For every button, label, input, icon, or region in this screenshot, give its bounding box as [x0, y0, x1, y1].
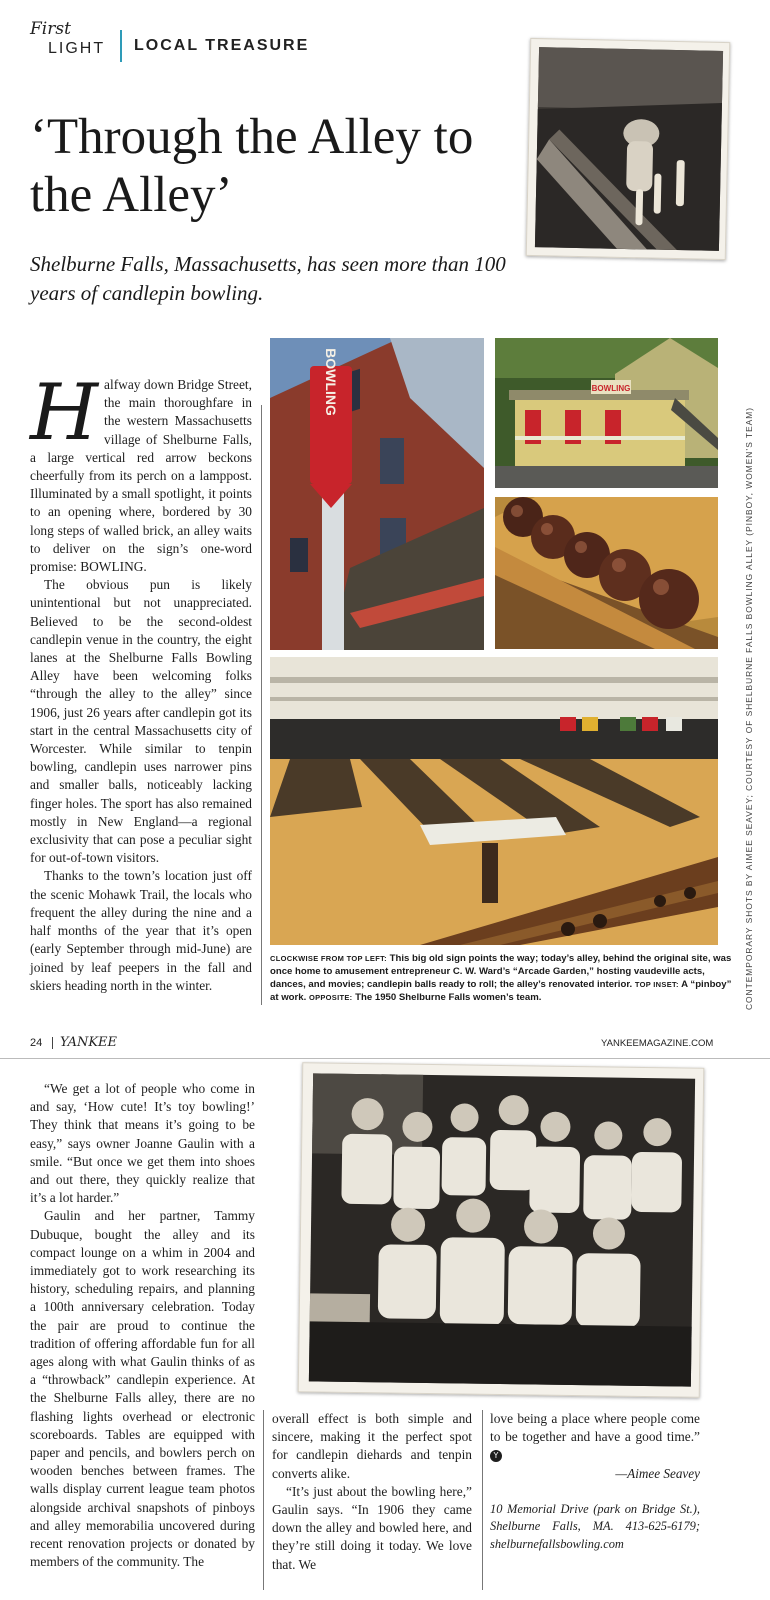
caption-text: This big old sign points the way; today’s alley, behind the original site, was once home to amusement entrepreneur C. W. Ward’s “Arcade Garden,” hosting vaudeville acts, dances, and movies; candlepin balls ready to roll; the alley’s renovated interior. [270, 953, 732, 990]
article-paragraph: The obvious pun is likely unintentional but not unappreciated. Believed to be the second-oldest candlepin venue in the country, the eight lanes at the Shelburne Falls Bowling Alley have been welcoming folks “through the alley to the alley” since 1906, just 26 years after candlepin got its start in the central Massachusetts city of Worcester. While similar to tenpin bowling, candlepin uses narrower pins and smaller balls, noticeably lacking finger holes. The sport has also remained mostly in New England—a regional exclusivity that can pose a peculiar sight for out-of-town visitors. [30, 577, 252, 866]
folio-divider [52, 1037, 53, 1049]
kicker-divider [120, 30, 122, 62]
article-column-1 [30, 368, 252, 995]
caption-inset-lead: TOP INSET: [634, 980, 679, 989]
article-paragraph: Halfway down Bridge Street, the main thoroughfare in the western Massachusetts village of Shelburne Falls, a large vertical red arrow beckons cheerfully from its perch on a lamppost. Illuminated by a small spotlight, it points to an opening where, bordered by 30 long steps of walled brick, an alley waits to deliver on the sign’s one-word promise: BOWLING. [30, 368, 252, 575]
article-paragraph: Thanks to the town’s location just off the scenic Mohawk Trail, the locals who frequent the alley during the nine and a half months of the year that it’s open (early September through mid-June) are joined by leaf peepers in the fall and skiers heading north in the winter. [30, 868, 252, 993]
photo-credit: CONTEMPORARY SHOTS BY AIMEE SEAVEY; COURTESY OF SHELBURNE FALLS BOWLING ALLEY (PINBOY, WOMEN’S TEAM) [744, 406, 754, 1010]
caption-opposite-text: The 1950 Shelburne Falls women’s team. [355, 992, 542, 1003]
womens-team-photo [298, 1062, 705, 1398]
column-rule [263, 1410, 264, 1590]
article-paragraph: Gaulin and her partner, Tammy Dubuque, bought the alley and its compact lounge on a whim in 2004 and immediately got to work researching its history, scheduling repairs, and planning a 100th anniversary celebration. Today the pair are proud to continue the tradition of offering affordable fun for all ages along with what Gaulin thinks of as a “throwback” candlepin experience. At the Shelburne Falls alley, there are no flashing lights overhead or electronic scoreboards. Tables are equipped with paper and pencils, and bowlers perch on wooden benches between frames. The walls display current league team photos alongside archival snapshots of pinboys and alley memorabilia uncovered during recent renovation projects or donated by members of the community. The [30, 1208, 255, 1570]
bowling-sign-photo [270, 338, 484, 650]
article-paragraph: love being a place where people come to be together and have a good time.” Y [490, 1411, 700, 1461]
author-signoff: —Aimee Seavey [615, 1465, 700, 1481]
sign-text [323, 348, 339, 416]
venue-address: 10 Memorial Drive (park on Bridge St.), Shelburne Falls, MA. 413-625-6179; shelburnefallsbowling.com [490, 1501, 700, 1551]
column-rule [482, 1410, 483, 1590]
pinboy-inset-photo [526, 38, 731, 260]
column-rule [261, 405, 262, 1005]
caption-inset-text: A “pinboy” at work. [270, 979, 732, 1003]
kicker-light: LIGHT [48, 40, 106, 57]
caption-opposite-lead: OPPOSITE: [308, 993, 353, 1002]
section-label: LOCAL TREASURE [134, 37, 310, 54]
caption-lead: CLOCKWISE FROM TOP LEFT: [270, 954, 387, 963]
end-mark-icon: Y [490, 1450, 502, 1462]
alley-building-photo [495, 338, 718, 488]
page-number: 24 [30, 1037, 43, 1049]
candlepin-balls-photo [495, 497, 718, 649]
article-column-4 [490, 1410, 700, 1553]
photo-caption [270, 952, 735, 1004]
alley-interior-photo [270, 657, 718, 945]
article-column-2 [30, 1080, 255, 1571]
kicker-first: First [30, 19, 71, 39]
article-column-3 [272, 1410, 472, 1574]
page-divider [0, 1058, 770, 1059]
article-paragraph: overall effect is both simple and sincere, making it the perfect spot for candlepin diehards and tenpin converts alike. [272, 1411, 472, 1481]
magazine-site: YANKEEMAGAZINE.COM [601, 1038, 714, 1049]
dek: Shelburne Falls, Massachusetts, has seen more than 100 years of candlepin bowling. [30, 252, 506, 305]
magazine-brand: YANKEE [60, 1035, 118, 1050]
headline: ‘Through the Alley to the Alley’ [30, 109, 474, 223]
building-sign-text: BOWLING [591, 384, 631, 393]
article-paragraph: “It’s just about the bowling here,” Gaulin says. “In 1906 they came down the alley and bowled here, and they’re still doing it today. We love that. We [272, 1483, 472, 1572]
article-paragraph: “We get a lot of people who come in and say, ‘How cute! It’s toy bowling!’ They think that means it’s going to be easy,” says owner Joanne Gaulin with a smile. “But once we get them into shoes and out there, they quickly realize that it’s a lot harder.” [30, 1081, 255, 1206]
sign-letters: BOWLING [323, 348, 339, 416]
drop-cap: H [30, 368, 99, 458]
